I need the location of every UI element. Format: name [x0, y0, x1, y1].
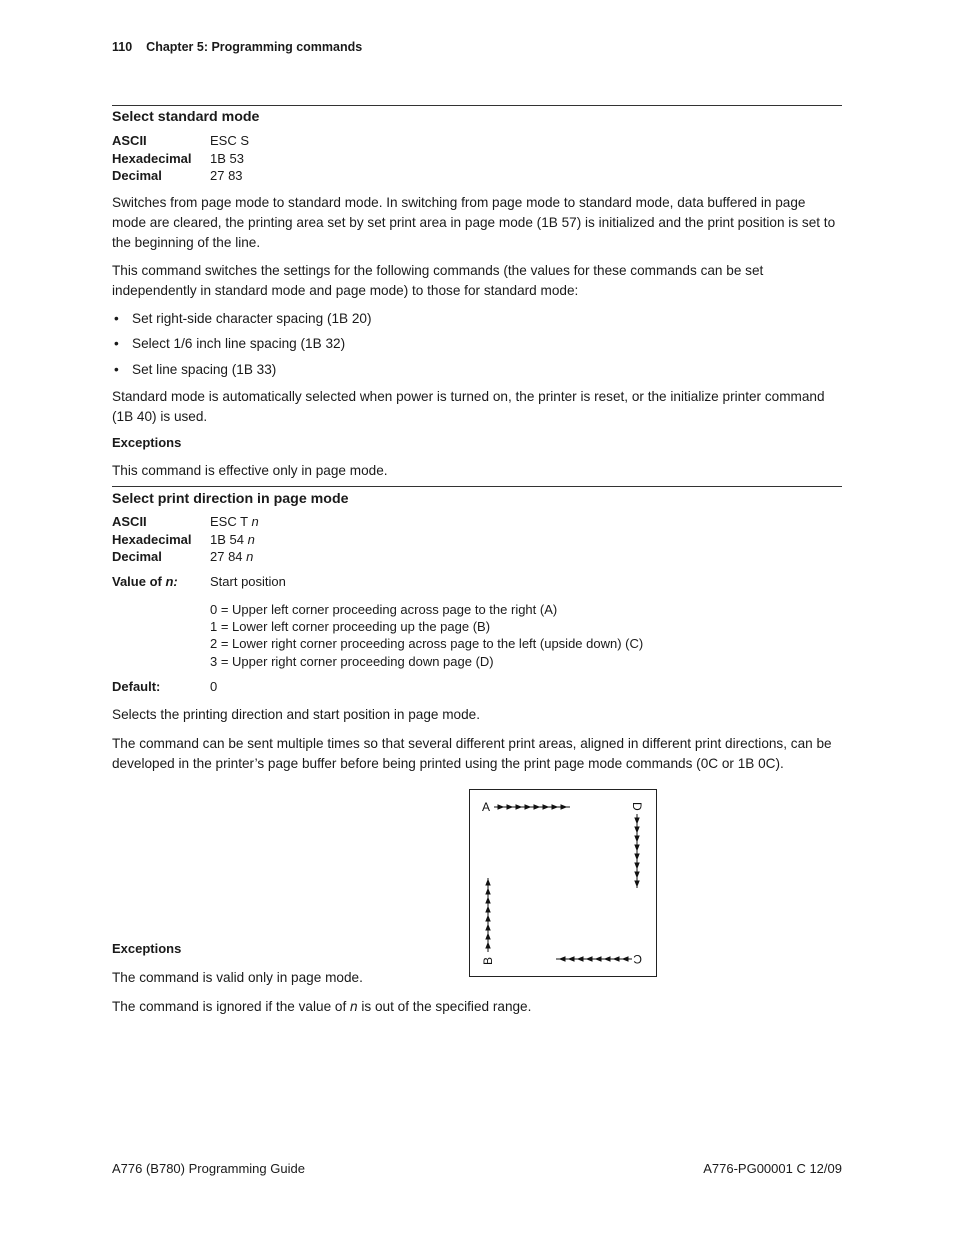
bullet-text: Set line spacing (1B 33) — [132, 362, 277, 377]
ascii-value: ESC S — [210, 133, 250, 148]
ascii-value: ESC T — [210, 514, 252, 529]
paragraph: The command can be sent multiple times so that several different print areas, aligned in different print directions, can be developed in the printer’s page buffer before being printed using the print page mode commands (0C or 1B 0C). — [112, 736, 832, 771]
bullet-text: Select 1/6 inch line spacing (1B 32) — [132, 336, 346, 351]
value-list — [210, 601, 643, 670]
section-divider — [112, 105, 842, 106]
command-codes — [112, 132, 249, 185]
paragraph: This command switches the settings for the following commands (the values for these commands can be set independently in standard mode and page mode) to those for standard mode: — [112, 263, 764, 298]
hex-value: 1B 54 — [210, 531, 248, 547]
value-item: 3 = Upper right corner proceeding down page (D) — [210, 653, 494, 669]
page-number: 110 — [112, 40, 133, 54]
label-a: A — [482, 800, 491, 814]
bullet-item: • Select 1/6 inch line spacing (1B 32) — [114, 336, 346, 351]
param-n: n — [246, 549, 254, 564]
label-c: C — [633, 952, 642, 966]
footer-right: A776-PG00001 C 12/09 — [703, 1161, 842, 1176]
value-item: 1 = Lower left corner proceeding up the page (B) — [210, 619, 491, 635]
paragraph: Standard mode is automatically selected when power is turned on, the printer is reset, or the initialize printer command (1B 40) is used. — [112, 389, 825, 424]
value-description: Start position — [210, 574, 286, 589]
exceptions-heading: Exceptions — [112, 435, 182, 450]
section-title: Select standard mode — [112, 109, 260, 125]
value-item: 2 = Lower right corner proceeding across page to the left (upside down) (C) — [210, 636, 644, 652]
hex-label: Hexadecimal — [112, 531, 192, 547]
decimal-label: Decimal — [112, 168, 162, 183]
exceptions-text: This command is effective only in page mode. — [112, 463, 388, 478]
footer-left: A776 (B780) Programming Guide — [112, 1161, 305, 1176]
param-n: n — [251, 514, 259, 529]
print-direction-diagram — [469, 789, 657, 977]
decimal-label: Decimal — [112, 549, 162, 564]
ascii-label: ASCII — [112, 133, 147, 148]
section-divider — [112, 486, 842, 487]
exceptions-text: The command is ignored if the value of n is out of the specified range. — [112, 999, 532, 1014]
command-codes — [112, 513, 259, 566]
bullet-item: • Set right-side character spacing (1B 20) — [114, 311, 372, 326]
page-header — [112, 40, 362, 54]
value-item: 0 = Upper left corner proceeding across page to the right (A) — [210, 602, 558, 617]
value-label: Value of n: — [112, 574, 178, 589]
label-b: B — [481, 956, 495, 965]
hex-label: Hexadecimal — [112, 150, 192, 166]
chapter-title: Chapter 5: Programming commands — [146, 40, 363, 54]
default-label: Default: — [112, 679, 161, 694]
hex-value: 1B 53 — [210, 150, 244, 166]
bullet-text: Set right-side character spacing (1B 20) — [132, 311, 372, 326]
exceptions-text: The command is valid only in page mode. — [112, 970, 363, 985]
paragraph: Switches from page mode to standard mode. In switching from page mode to standard mode, data buffered in page mode are cleared, the printing area set by set print area in page mode (1B 57) is initialized and the print position is set to the beginning of the line. — [112, 195, 836, 250]
param-n: n — [247, 531, 255, 547]
default-value: 0 — [210, 679, 218, 694]
exceptions-heading: Exceptions — [112, 941, 182, 956]
bullet-item: • Set line spacing (1B 33) — [114, 362, 277, 377]
section-title: Select print direction in page mode — [112, 491, 349, 507]
ascii-label: ASCII — [112, 514, 147, 529]
paragraph: Selects the printing direction and start position in page mode. — [112, 707, 481, 722]
label-d: D — [630, 802, 644, 811]
decimal-value: 27 84 — [210, 549, 247, 564]
direction-arrows — [470, 790, 656, 976]
decimal-value: 27 83 — [210, 168, 243, 183]
